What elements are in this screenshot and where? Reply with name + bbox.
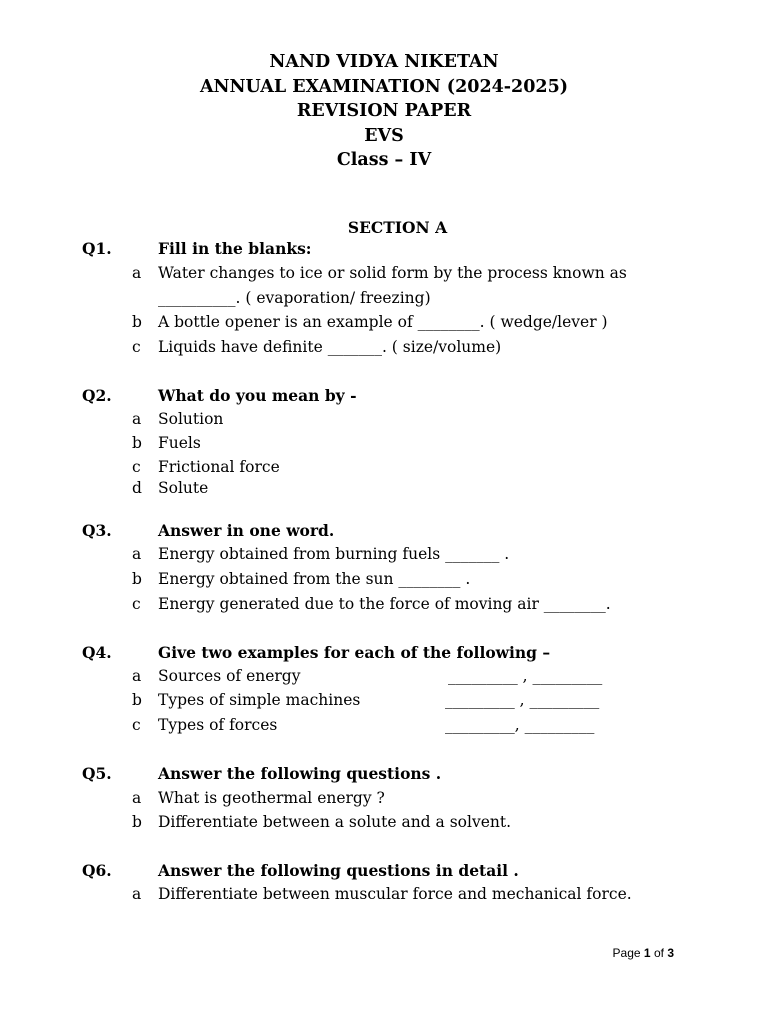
question-number: Q5. bbox=[82, 764, 112, 783]
current-page: 1 bbox=[643, 946, 651, 960]
exam-title: ANNUAL EXAMINATION (2024-2025) bbox=[199, 76, 569, 97]
item-letter: a bbox=[132, 410, 142, 428]
item-letter: a bbox=[132, 885, 142, 903]
answer-blanks: _________ , _________ bbox=[448, 667, 603, 685]
answer-blanks: _________ , _________ bbox=[445, 691, 600, 709]
question-title: Answer in one word. bbox=[158, 521, 335, 540]
total-pages: 3 bbox=[667, 946, 674, 960]
item-text: Energy obtained from the sun ________ . bbox=[158, 570, 471, 588]
class-label: Class – IV bbox=[336, 150, 432, 170]
item-text: Differentiate between a solute and a solvent. bbox=[158, 813, 512, 831]
item-text: __________. ( evaporation/ freezing) bbox=[158, 289, 431, 307]
question-number: Q4. bbox=[82, 643, 112, 662]
page-word: Page bbox=[612, 946, 641, 960]
item-text: Types of simple machines bbox=[158, 691, 361, 709]
question-number: Q2. bbox=[82, 386, 112, 405]
school-name: NAND VIDYA NIKETAN bbox=[269, 52, 499, 72]
item-text: Fuels bbox=[158, 434, 201, 452]
item-text: Differentiate between muscular force and mechanical force. bbox=[158, 885, 632, 903]
item-text: Solution bbox=[158, 410, 224, 428]
question-title: What do you mean by - bbox=[158, 386, 357, 405]
item-text: A bottle opener is an example of ________. ( wedge/lever ) bbox=[158, 313, 608, 331]
question-title: Answer the following questions . bbox=[158, 764, 442, 783]
section-title: SECTION A bbox=[347, 218, 448, 237]
item-text: Water changes to ice or solid form by the process known as bbox=[158, 264, 627, 282]
item-letter: b bbox=[132, 570, 142, 588]
question-title: Fill in the blanks: bbox=[158, 239, 312, 258]
item-text: Types of forces bbox=[158, 716, 278, 734]
item-letter: b bbox=[132, 313, 142, 331]
item-letter: a bbox=[132, 789, 142, 807]
question-title: Answer the following questions in detail . bbox=[158, 861, 519, 880]
subject: EVS bbox=[364, 125, 404, 146]
item-letter: b bbox=[132, 691, 142, 709]
item-letter: c bbox=[132, 338, 141, 356]
item-letter: c bbox=[132, 595, 141, 613]
item-letter: a bbox=[132, 545, 142, 563]
item-letter: c bbox=[132, 458, 141, 476]
header bbox=[0, 50, 768, 173]
item-text: Sources of energy bbox=[158, 667, 301, 685]
question-number: Q1. bbox=[82, 239, 112, 258]
item-letter: b bbox=[132, 813, 142, 831]
item-letter: a bbox=[132, 667, 142, 685]
item-letter: d bbox=[132, 479, 142, 497]
item-text: Liquids have definite _______. ( size/volume) bbox=[158, 338, 502, 356]
question-number: Q6. bbox=[82, 861, 112, 880]
item-letter: b bbox=[132, 434, 142, 452]
question-title: Give two examples for each of the following – bbox=[158, 643, 551, 662]
item-text: Frictional force bbox=[158, 458, 280, 476]
item-letter: a bbox=[132, 264, 142, 282]
question-number: Q3. bbox=[82, 521, 112, 540]
page-number bbox=[613, 946, 674, 960]
item-text: Solute bbox=[158, 479, 209, 497]
item-text: Energy obtained from burning fuels _______ . bbox=[158, 545, 510, 563]
of-word: of bbox=[653, 946, 664, 960]
paper-title: REVISION PAPER bbox=[296, 101, 472, 121]
answer-blanks: _________, _________ bbox=[445, 716, 595, 734]
item-letter: c bbox=[132, 716, 141, 734]
item-text: Energy generated due to the force of moving air ________. bbox=[158, 595, 611, 613]
item-text: What is geothermal energy ? bbox=[158, 789, 385, 807]
